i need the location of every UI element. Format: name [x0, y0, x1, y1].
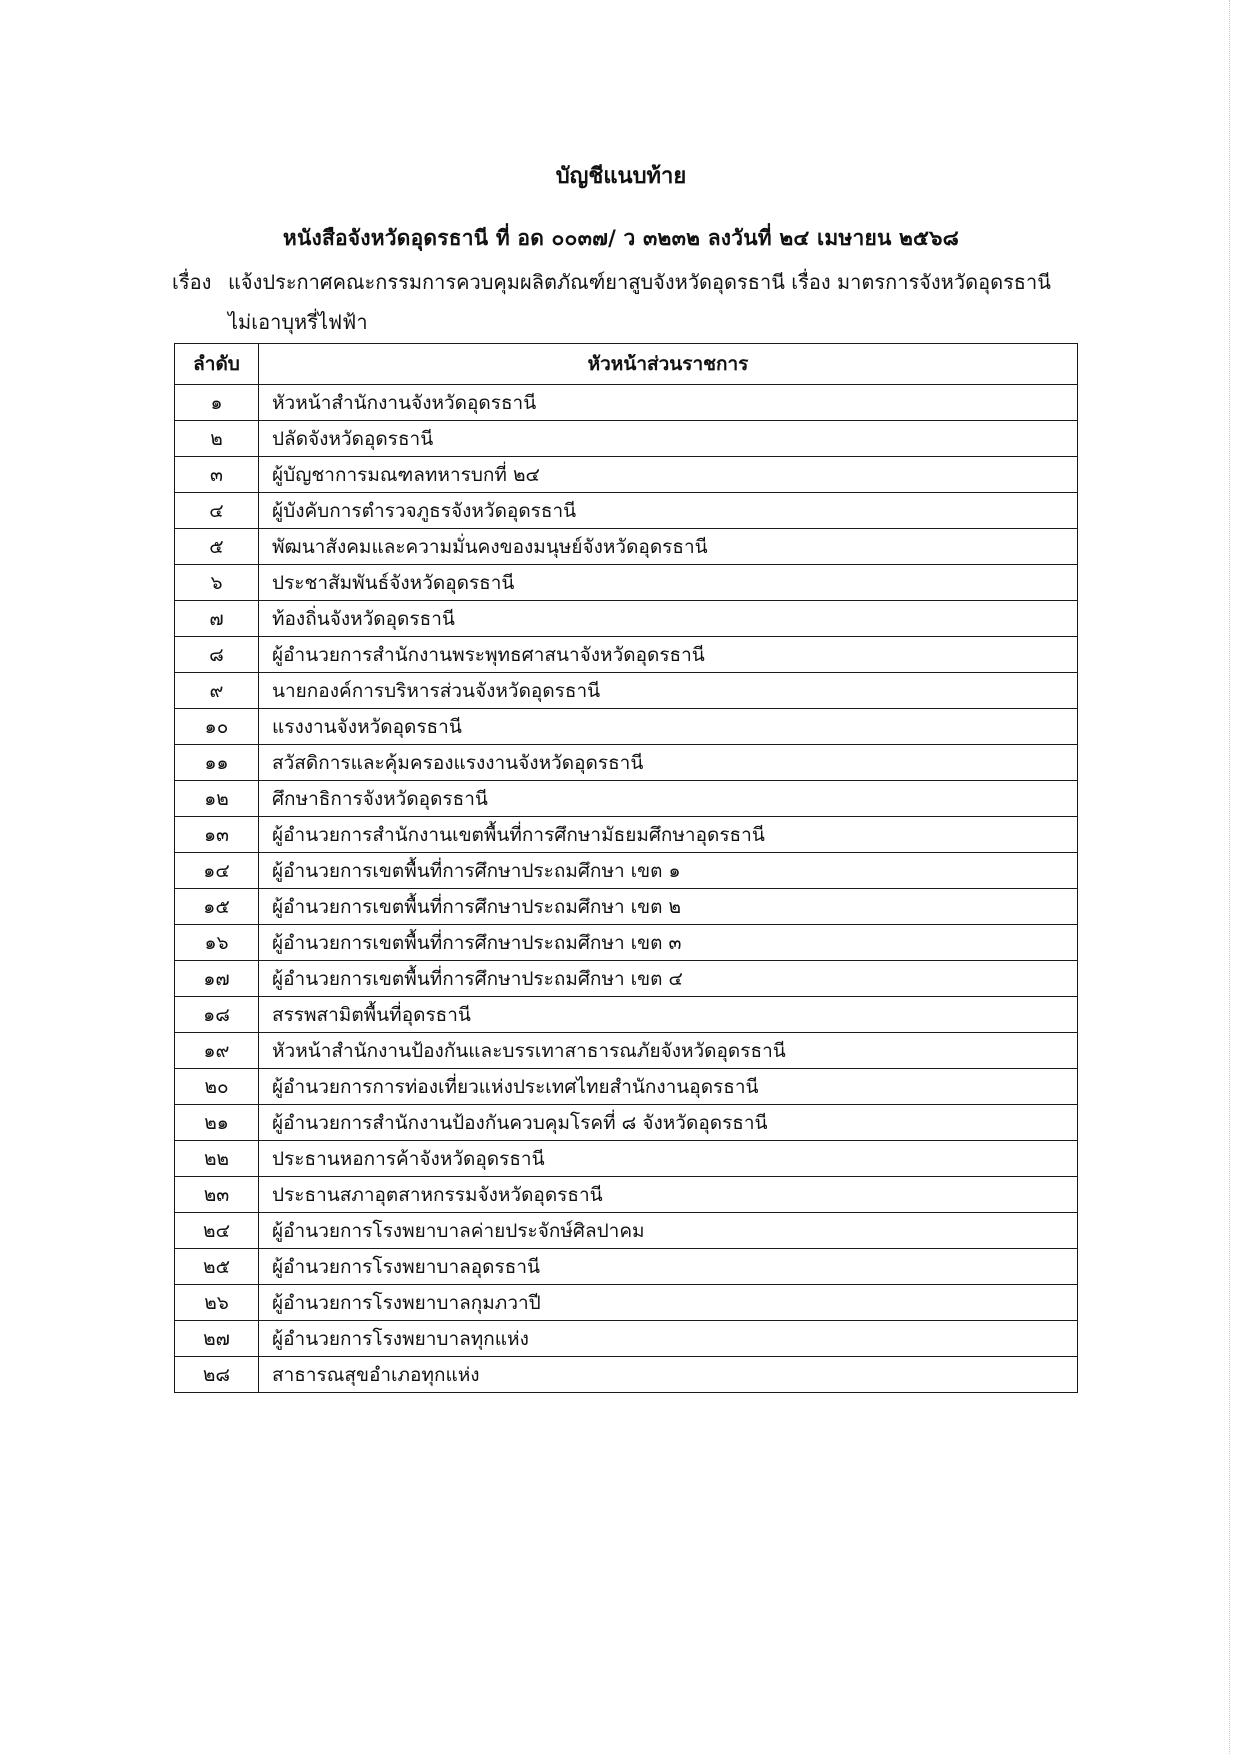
row-agency-name: แรงงานจังหวัดอุดรธานี — [259, 709, 1078, 745]
row-agency-name: หัวหน้าสำนักงานป้องกันและบรรเทาสาธารณภัยจังหวัดอุดรธานี — [259, 1033, 1078, 1069]
row-number: ๒๖ — [175, 1285, 259, 1321]
table-row — [175, 745, 1078, 781]
row-number: ๑๗ — [175, 961, 259, 997]
table-row — [175, 421, 1078, 457]
row-agency-name: ผู้บัญชาการมณฑลทหารบกที่ ๒๔ — [259, 457, 1078, 493]
row-agency-name: หัวหน้าสำนักงานจังหวัดอุดรธานี — [259, 385, 1078, 421]
table-row — [175, 1357, 1078, 1393]
row-agency-name: ผู้อำนวยการโรงพยาบาลค่ายประจักษ์ศิลปาคม — [259, 1213, 1078, 1249]
row-agency-name: ผู้อำนวยการโรงพยาบาลกุมภวาปี — [259, 1285, 1078, 1321]
row-number: ๑๑ — [175, 745, 259, 781]
table-row — [175, 1069, 1078, 1105]
row-agency-name: ผู้อำนวยการเขตพื้นที่การศึกษาประถมศึกษา เขต ๔ — [259, 961, 1078, 997]
row-agency-name: ผู้อำนวยการเขตพื้นที่การศึกษาประถมศึกษา เขต ๓ — [259, 925, 1078, 961]
table-row — [175, 385, 1078, 421]
row-number: ๑๔ — [175, 853, 259, 889]
row-number: ๑๒ — [175, 781, 259, 817]
row-number: ๑๐ — [175, 709, 259, 745]
row-number: ๒๗ — [175, 1321, 259, 1357]
table-row — [175, 529, 1078, 565]
row-agency-name: ผู้อำนวยการโรงพยาบาลทุกแห่ง — [259, 1321, 1078, 1357]
table-body — [175, 385, 1078, 1393]
row-number: ๒๓ — [175, 1177, 259, 1213]
table-row — [175, 817, 1078, 853]
row-agency-name: ผู้บังคับการตำรวจภูธรจังหวัดอุดรธานี — [259, 493, 1078, 529]
recipients-table — [174, 343, 1078, 1393]
subject-block — [172, 262, 1092, 342]
table-row — [175, 961, 1078, 997]
row-number: ๓ — [175, 457, 259, 493]
table-header-row — [175, 344, 1078, 385]
row-agency-name: ผู้อำนวยการโรงพยาบาลอุดรธานี — [259, 1249, 1078, 1285]
row-number: ๔ — [175, 493, 259, 529]
row-number: ๒๒ — [175, 1141, 259, 1177]
row-agency-name: ปลัดจังหวัดอุดรธานี — [259, 421, 1078, 457]
row-number: ๑๖ — [175, 925, 259, 961]
row-number: ๑๙ — [175, 1033, 259, 1069]
row-number: ๑๕ — [175, 889, 259, 925]
row-agency-name: สวัสดิการและคุ้มครองแรงงานจังหวัดอุดรธานี — [259, 745, 1078, 781]
table-row — [175, 1285, 1078, 1321]
row-agency-name: ผู้อำนวยการการท่องเที่ยวแห่งประเทศไทยสำนักงานอุดรธานี — [259, 1069, 1078, 1105]
row-agency-name: ประธานหอการค้าจังหวัดอุดรธานี — [259, 1141, 1078, 1177]
subject-text-line2: ไม่เอาบุหรี่ไฟฟ้า — [228, 310, 368, 334]
row-number: ๕ — [175, 529, 259, 565]
row-number: ๒๕ — [175, 1249, 259, 1285]
table-row — [175, 637, 1078, 673]
subject-text-line1: แจ้งประกาศคณะกรรมการควบคุมผลิตภัณฑ์ยาสูบจังหวัดอุดรธานี เรื่อง มาตรการจังหวัดอุดรธานี — [228, 270, 1051, 294]
header-number: ลำดับ — [175, 344, 259, 385]
table-row — [175, 853, 1078, 889]
table-row — [175, 1177, 1078, 1213]
row-agency-name: ประธานสภาอุตสาหกรรมจังหวัดอุดรธานี — [259, 1177, 1078, 1213]
row-number: ๒๘ — [175, 1357, 259, 1393]
table-row — [175, 1033, 1078, 1069]
table-row — [175, 565, 1078, 601]
table-row — [175, 709, 1078, 745]
table-row — [175, 1249, 1078, 1285]
table-row — [175, 1213, 1078, 1249]
table-row — [175, 781, 1078, 817]
document-title: บัญชีแนบท้าย — [555, 163, 687, 189]
scan-edge-line — [1228, 0, 1230, 1754]
row-number: ๒๐ — [175, 1069, 259, 1105]
row-agency-name: ผู้อำนวยการเขตพื้นที่การศึกษาประถมศึกษา เขต ๑ — [259, 853, 1078, 889]
row-number: ๑๓ — [175, 817, 259, 853]
row-agency-name: พัฒนาสังคมและความมั่นคงของมนุษย์จังหวัดอุดรธานี — [259, 529, 1078, 565]
row-number: ๑๘ — [175, 997, 259, 1033]
row-number: ๒๑ — [175, 1105, 259, 1141]
table-row — [175, 1105, 1078, 1141]
row-number: ๑ — [175, 385, 259, 421]
subject-label: เรื่อง — [172, 270, 212, 294]
row-agency-name: ผู้อำนวยการสำนักงานป้องกันควบคุมโรคที่ ๘ จังหวัดอุดรธานี — [259, 1105, 1078, 1141]
table-row — [175, 601, 1078, 637]
table-row — [175, 457, 1078, 493]
table-row — [175, 1321, 1078, 1357]
row-agency-name: ประชาสัมพันธ์จังหวัดอุดรธานี — [259, 565, 1078, 601]
table-row — [175, 997, 1078, 1033]
row-number: ๒ — [175, 421, 259, 457]
table-row — [175, 493, 1078, 529]
row-agency-name: ผู้อำนวยการสำนักงานพระพุทธศาสนาจังหวัดอุดรธานี — [259, 637, 1078, 673]
reference-line: หนังสือจังหวัดอุดรธานี ที่ อด ๐๐๓๗/ ว ๓๒๓๒ ลงวันที่ ๒๔ เมษายน ๒๕๖๘ — [282, 225, 960, 250]
row-number: ๗ — [175, 601, 259, 637]
row-number: ๙ — [175, 673, 259, 709]
table-row — [175, 673, 1078, 709]
table-row — [175, 925, 1078, 961]
row-agency-name: ผู้อำนวยการสำนักงานเขตพื้นที่การศึกษามัธยมศึกษาอุดรธานี — [259, 817, 1078, 853]
row-agency-name: ศึกษาธิการจังหวัดอุดรธานี — [259, 781, 1078, 817]
row-agency-name: ท้องถิ่นจังหวัดอุดรธานี — [259, 601, 1078, 637]
header-name: หัวหน้าส่วนราชการ — [259, 344, 1078, 385]
row-number: ๘ — [175, 637, 259, 673]
row-agency-name: สรรพสามิตพื้นที่อุดรธานี — [259, 997, 1078, 1033]
row-number: ๖ — [175, 565, 259, 601]
row-agency-name: นายกองค์การบริหารส่วนจังหวัดอุดรธานี — [259, 673, 1078, 709]
row-number: ๒๔ — [175, 1213, 259, 1249]
row-agency-name: สาธารณสุขอำเภอทุกแห่ง — [259, 1357, 1078, 1393]
table-row — [175, 1141, 1078, 1177]
table-row — [175, 889, 1078, 925]
row-agency-name: ผู้อำนวยการเขตพื้นที่การศึกษาประถมศึกษา เขต ๒ — [259, 889, 1078, 925]
